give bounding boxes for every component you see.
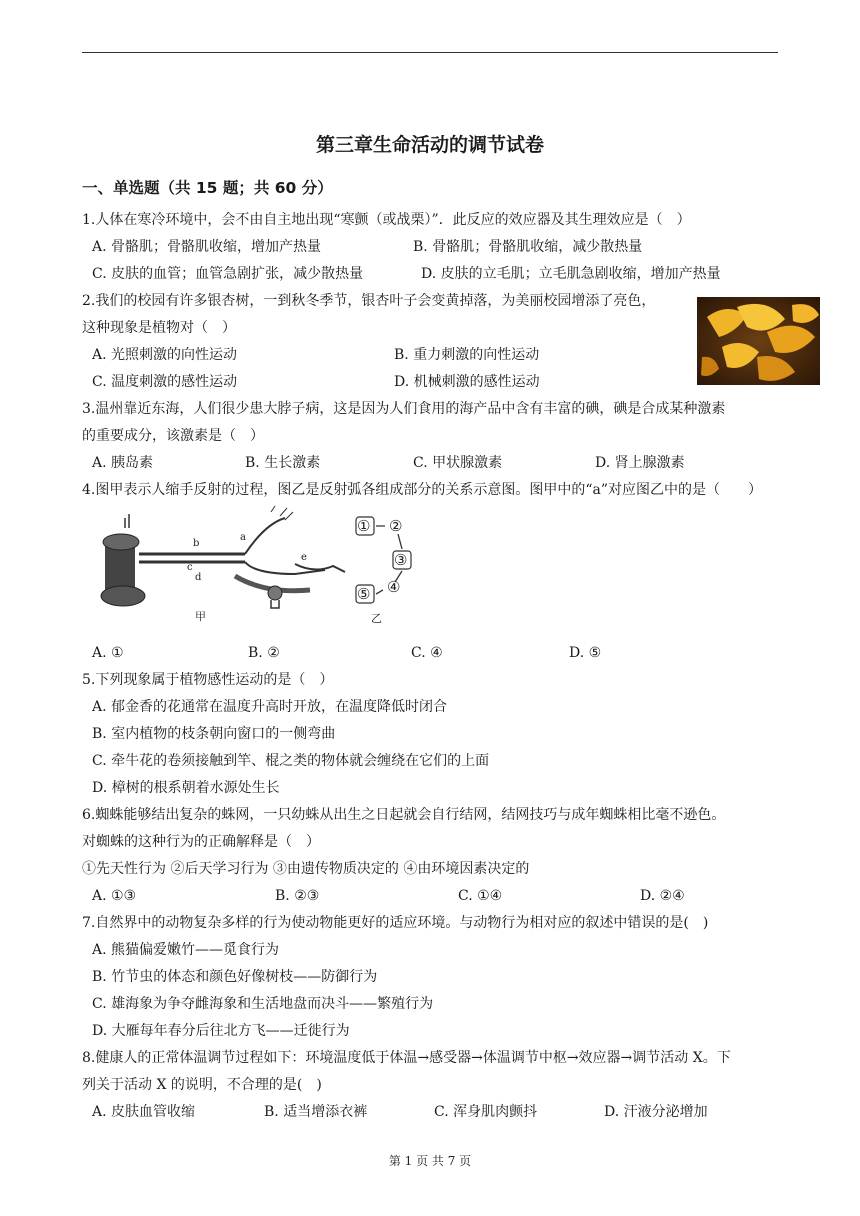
question-7-stem: 7.自然界中的动物复杂多样的行为使动物能更好的适应环境。与动物行为相对应的叙述中错误的是( ) (82, 915, 709, 931)
question-5-stem: 5.下列现象属于植物感性运动的是（ ） (82, 672, 334, 688)
fig-node-4: ④ (387, 578, 401, 596)
fig-node-2: ② (389, 517, 403, 535)
q6-option-a: A. ①③ (92, 888, 137, 904)
q1-option-c: C. 皮肤的血管；血管急剧扩张，减少散热量 (92, 266, 364, 282)
q6-option-d: D. ②④ (640, 888, 685, 904)
q2-option-d: D. 机械刺激的感性运动 (394, 374, 540, 390)
q5-option-d: D. 樟树的根系朝着水源处生长 (92, 780, 280, 796)
question-2-stem: 2.我们的校园有许多银杏树，一到秋冬季节，银杏叶子会变黄掉落，为美丽校园增添了亮色， (82, 293, 656, 309)
question-3-stem-cont: 的重要成分，该激素是（ ） (82, 428, 264, 444)
q7-option-d: D. 大雁每年春分后往北方飞——迁徙行为 (92, 1023, 350, 1039)
section-heading: 一、单选题（共 15 题；共 60 分） (82, 179, 333, 197)
reflex-arc-figure (95, 504, 425, 630)
q8-option-d: D. 汗液分泌增加 (604, 1104, 708, 1120)
fig-node-3: ③ (394, 551, 408, 569)
fig-label-e: e (301, 552, 307, 563)
question-8-stem-cont: 列关于活动 X 的说明，不合理的是( ) (82, 1077, 322, 1093)
fig-node-5: ⑤ (357, 585, 371, 603)
q5-option-b: B. 室内植物的枝条朝向窗口的一侧弯曲 (92, 726, 336, 742)
q2-option-a: A. 光照刺激的向性运动 (92, 347, 238, 363)
fig-label-a: a (240, 532, 246, 543)
page-title: 第三章生命活动的调节试卷 (315, 134, 544, 156)
q4-option-b: B. ② (248, 645, 280, 661)
q8-option-b: B. 适当增添衣裤 (264, 1104, 368, 1120)
q3-option-c: C. 甲状腺激素 (413, 455, 503, 471)
q1-option-a: A. 骨骼肌；骨骼肌收缩，增加产热量 (92, 239, 322, 255)
question-6-statements: ①先天性行为 ②后天学习行为 ③由遗传物质决定的 ④由环境因素决定的 (82, 861, 530, 877)
question-1-stem: 1.人体在寒冷环境中，会不由自主地出现“寒颤（或战栗）”．此反应的效应器及其生理效应是（ ） (82, 212, 691, 228)
q7-option-b: B. 竹节虫的体态和颜色好像树枝——防御行为 (92, 969, 378, 985)
q3-option-b: B. 生长激素 (245, 455, 321, 471)
question-4-stem: 4.图甲表示人缩手反射的过程，图乙是反射弧各组成部分的关系示意图。图甲中的“a”对应图乙中的是（ ） (82, 482, 763, 498)
page-number: 第 1 页 共 7 页 (388, 1154, 472, 1168)
fig-node-1: ① (357, 517, 371, 535)
question-6-stem-cont: 对蜘蛛的这种行为的正确解释是（ ） (82, 834, 320, 850)
q6-option-c: C. ①④ (458, 888, 503, 904)
q3-option-d: D. 肾上腺激素 (595, 455, 685, 471)
q4-option-a: A. ① (92, 645, 124, 661)
q6-option-b: B. ②③ (275, 888, 320, 904)
q3-option-a: A. 胰岛素 (92, 455, 154, 471)
fig-label-c: c (187, 562, 193, 573)
q2-option-c: C. 温度刺激的感性运动 (92, 374, 238, 390)
q4-option-c: C. ④ (411, 645, 443, 661)
q2-option-b: B. 重力刺激的向性运动 (394, 347, 540, 363)
fig-label-d: d (195, 572, 202, 583)
q7-option-c: C. 雄海象为争夺雌海象和生活地盘而决斗——繁殖行为 (92, 996, 434, 1012)
fig-label-yi: 乙 (371, 612, 382, 625)
q1-option-b: B. 骨骼肌；骨骼肌收缩，减少散热量 (413, 239, 643, 255)
q4-option-d: D. ⑤ (569, 645, 602, 661)
fig-label-b: b (193, 538, 200, 549)
q8-option-c: C. 浑身肌肉颤抖 (434, 1104, 538, 1120)
question-8-stem: 8.健康人的正常体温调节过程如下：环境温度低于体温→感受器→体温调节中枢→效应器→调节活动 X。下 (82, 1050, 731, 1066)
fig-label-jia: 甲 (195, 610, 206, 623)
question-2-stem-cont: 这种现象是植物对（ ） (82, 320, 236, 336)
q5-option-a: A. 郁金香的花通常在温度升高时开放，在温度降低时闭合 (92, 699, 448, 715)
question-3-stem: 3.温州靠近东海，人们很少患大脖子病，这是因为人们食用的海产品中含有丰富的碘，碘是合成某种激素 (82, 401, 726, 417)
q1-option-d: D. 皮肤的立毛肌；立毛肌急剧收缩，增加产热量 (421, 266, 721, 282)
q5-option-c: C. 牵牛花的卷须接触到竿、棍之类的物体就会缠绕在它们的上面 (92, 753, 490, 769)
q7-option-a: A. 熊猫偏爱嫩竹——觅食行为 (92, 942, 280, 958)
header-rule (82, 52, 778, 53)
question-6-stem: 6.蜘蛛能够结出复杂的蛛网，一只幼蛛从出生之日起就会自行结网，结网技巧与成年蜘蛛相比毫不逊色。 (82, 807, 726, 823)
q8-option-a: A. 皮肤血管收缩 (92, 1104, 196, 1120)
ginkgo-leaves-photo (697, 297, 820, 385)
